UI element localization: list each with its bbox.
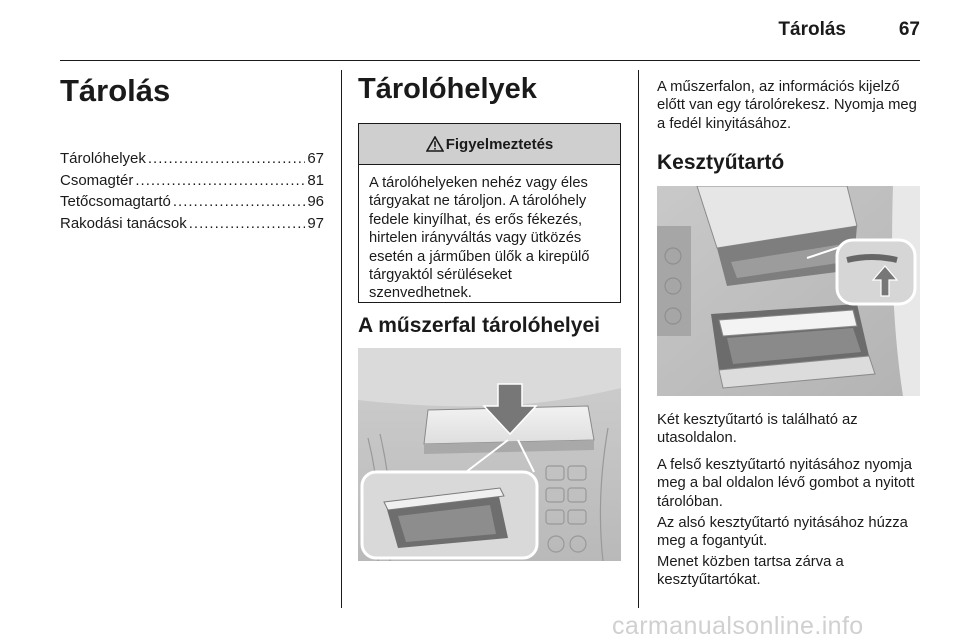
dashboard-storage-description: A műszerfalon, az információs kijelző előtt van egy tárolórekesz. Nyomja meg a fedél kinyitásához. — [657, 79, 917, 132]
toc-item-page: 67 — [307, 150, 324, 167]
toc-item[interactable] — [60, 172, 324, 194]
toc-item-label: Rakodási tanácsok — [60, 214, 187, 232]
toc-leader — [148, 150, 305, 167]
table-of-contents — [60, 150, 324, 236]
toc-item-page: 81 — [307, 171, 324, 189]
toc-item-page: 97 — [307, 214, 324, 232]
toc-leader — [173, 193, 305, 210]
warning-heading: Figyelmeztetés — [445, 135, 554, 153]
header-rule — [60, 60, 920, 61]
warning-text: A tárolóhelyeken nehéz vagy éles tárgyakat ne tároljon. A tárolóhely fedele kinyílhat, és erős fékezés, hirtelen irányváltás vagy ütközés esetén a járműben ülők a kirepülő tárgyaktól sérüléseket szenvedhetnek. — [369, 175, 590, 302]
warning-triangle-icon — [426, 136, 444, 152]
glovebox-paragraph: Menet közben tartsa zárva a kesztyűtartókat. — [657, 554, 844, 589]
toc-item[interactable] — [60, 150, 324, 172]
chapter-title: Tárolás — [60, 73, 171, 108]
toc-item-label: Tárolóhelyek — [60, 150, 146, 167]
glovebox-illustration — [657, 186, 920, 396]
toc-leader — [135, 172, 305, 189]
glovebox-title: Kesztyűtartó — [657, 151, 785, 174]
watermark: carmanualsonline.info — [612, 612, 864, 640]
toc-leader — [189, 215, 306, 232]
toc-item[interactable] — [60, 215, 324, 237]
dashboard-storage-illustration — [358, 348, 621, 561]
toc-item-page: 96 — [307, 193, 324, 210]
toc-item-label: Tetőcsomagtartó — [60, 193, 171, 210]
toc-item[interactable] — [60, 193, 324, 215]
glovebox-paragraph: Két kesztyűtartó is található az utasoldalon. — [657, 412, 858, 447]
warning-header — [359, 124, 620, 165]
glovebox-paragraph: A felső kesztyűtartó nyitásához nyomja meg a bal oldalon lévő gombot a nyitott tárolóban. — [657, 457, 915, 510]
glovebox-paragraph: Az alsó kesztyűtartó nyitásához húzza meg a fogantyút. — [657, 515, 908, 550]
section-title: Tárolóhelyek — [358, 73, 537, 105]
column-divider-right — [638, 70, 639, 608]
toc-item-label: Csomagtér — [60, 171, 134, 189]
warning-box — [358, 123, 621, 303]
running-header-title: Tárolás — [778, 19, 846, 40]
page-number: 67 — [898, 19, 920, 40]
subsection-title: A műszerfal tárolóhelyei — [358, 314, 600, 337]
column-divider-left — [341, 70, 342, 608]
